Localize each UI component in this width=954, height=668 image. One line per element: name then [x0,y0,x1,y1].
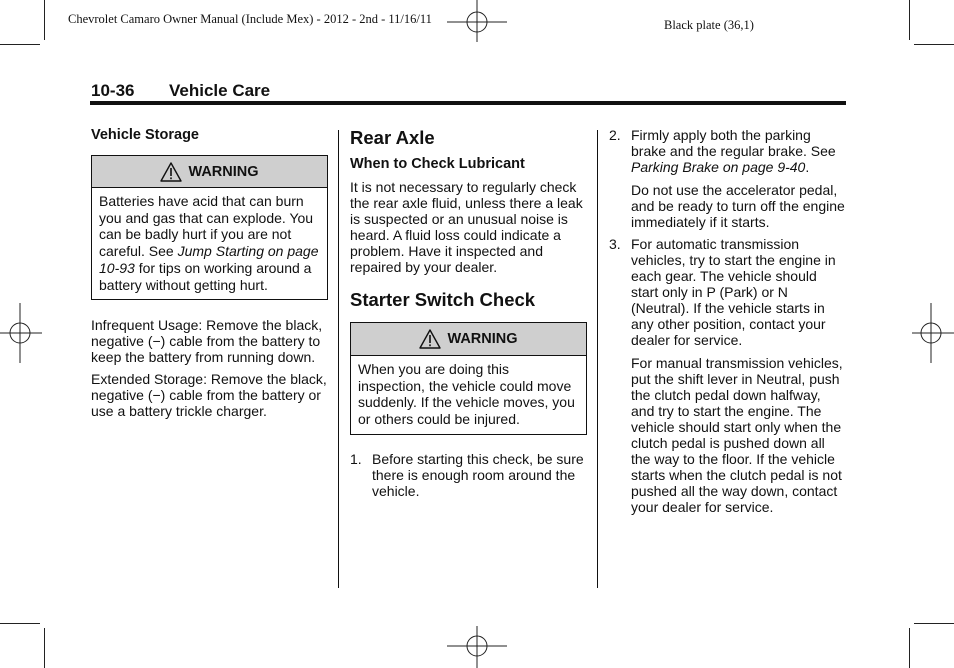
warning-title: WARNING [188,163,259,180]
infrequent-usage-paragraph: Infrequent Usage: Remove the black, negative (−) cable from the battery to keep the battery from running down. [91,317,323,366]
warning-title: WARNING [447,331,518,347]
section-title: Vehicle Care [169,81,271,100]
warning-body: When you are doing this inspection, the vehicle could move suddenly. If the vehicle moves, you or others could be injured. [358,361,575,428]
step-2-text-b: . [805,159,810,175]
registration-mark-left [0,303,42,363]
crop-mark-top-right-v [909,0,910,40]
registration-mark-right [912,303,954,363]
column-divider-1 [338,130,339,588]
list-item-step-1 [350,451,586,499]
warning-body [92,188,327,299]
step-number: 3. [609,236,621,252]
warning-text-b: for tips on working around a battery without getting hurt. [99,259,312,293]
step-text: For automatic transmission vehicles, try to start the engine in each gear. The vehicle should start only in P (Park) or N (Neutral). If the vehicle starts in any other position, contact your dealer for service. [631,236,836,348]
step-2-text-a: Firmly apply both the parking brake and the regular brake. See [631,127,836,159]
warning-box-battery [91,155,328,300]
rear-axle-title: Rear Axle [350,127,435,148]
extended-storage-paragraph: Extended Storage: Remove the black, negative (−) cable from the battery or use a battery trickle charger. [91,371,327,420]
starter-switch-title: Starter Switch Check [350,289,536,310]
warning-header [92,156,327,188]
crop-mark-bottom-left-h [0,623,40,624]
crop-mark-bottom-left-v [44,628,45,668]
column-1 [91,127,327,419]
crop-mark-top-right-h [914,44,954,45]
crop-mark-top-left-v [44,0,45,40]
column-2 [350,127,586,499]
list-item-step-3 [609,236,845,515]
step-text: Before starting this check, be sure there is enough room around the vehicle. [372,450,584,499]
crop-mark-bottom-right-v [909,628,910,668]
step-text [631,127,845,175]
column-divider-2 [597,130,598,588]
registration-mark-top [447,0,507,42]
registration-mark-bottom [447,626,507,668]
crop-mark-bottom-right-h [914,623,954,624]
rear-axle-paragraph: It is not necessary to regularly check the rear axle fluid, unless there a leak is suspected or an unusual noise is heard. A fluid loss could indicate a problem. Have it inspected and repaired by your dealer. [350,179,583,275]
print-header-left: Chevrolet Camaro Owner Manual (Include Mex) - 2012 - 2nd - 11/16/11 [68,12,432,26]
warning-icon [160,162,182,182]
header-rule [90,101,846,105]
parking-brake-link[interactable]: Parking Brake on page 9-40 [631,159,806,175]
step-number: 1. [350,450,362,467]
warning-text-a: Batteries have acid that can burn you and gas that can explode. You can be badly hurt if you are not careful. See [99,193,314,260]
warning-header [351,323,586,356]
step-3-note: For manual transmission vehicles, put the shift lever in Neutral, push the clutch pedal down halfway, and try to start the engine. The vehicle should start only when the clutch pedal is pushed down all the way to the floor. If the vehicle starts when the clutch pedal is not pushed all the way down, contact your dealer for service. [631,355,843,515]
crop-mark-top-left-h [0,44,40,45]
page-number: 10-36 [91,81,135,100]
list-item-step-2 [609,127,845,230]
print-header-right: Black plate (36,1) [664,18,754,32]
column-3 [609,127,845,515]
warning-icon [419,329,441,349]
check-lubricant-heading: When to Check Lubricant [350,156,525,172]
vehicle-storage-heading: Vehicle Storage [91,127,199,143]
step-2-note: Do not use the accelerator pedal, and be ready to turn off the engine immediately if it starts. [631,182,845,230]
warning-box-starter [350,322,587,435]
step-number: 2. [609,127,621,143]
jump-starting-link[interactable]: Jump Starting on page 10-93 [99,243,319,276]
